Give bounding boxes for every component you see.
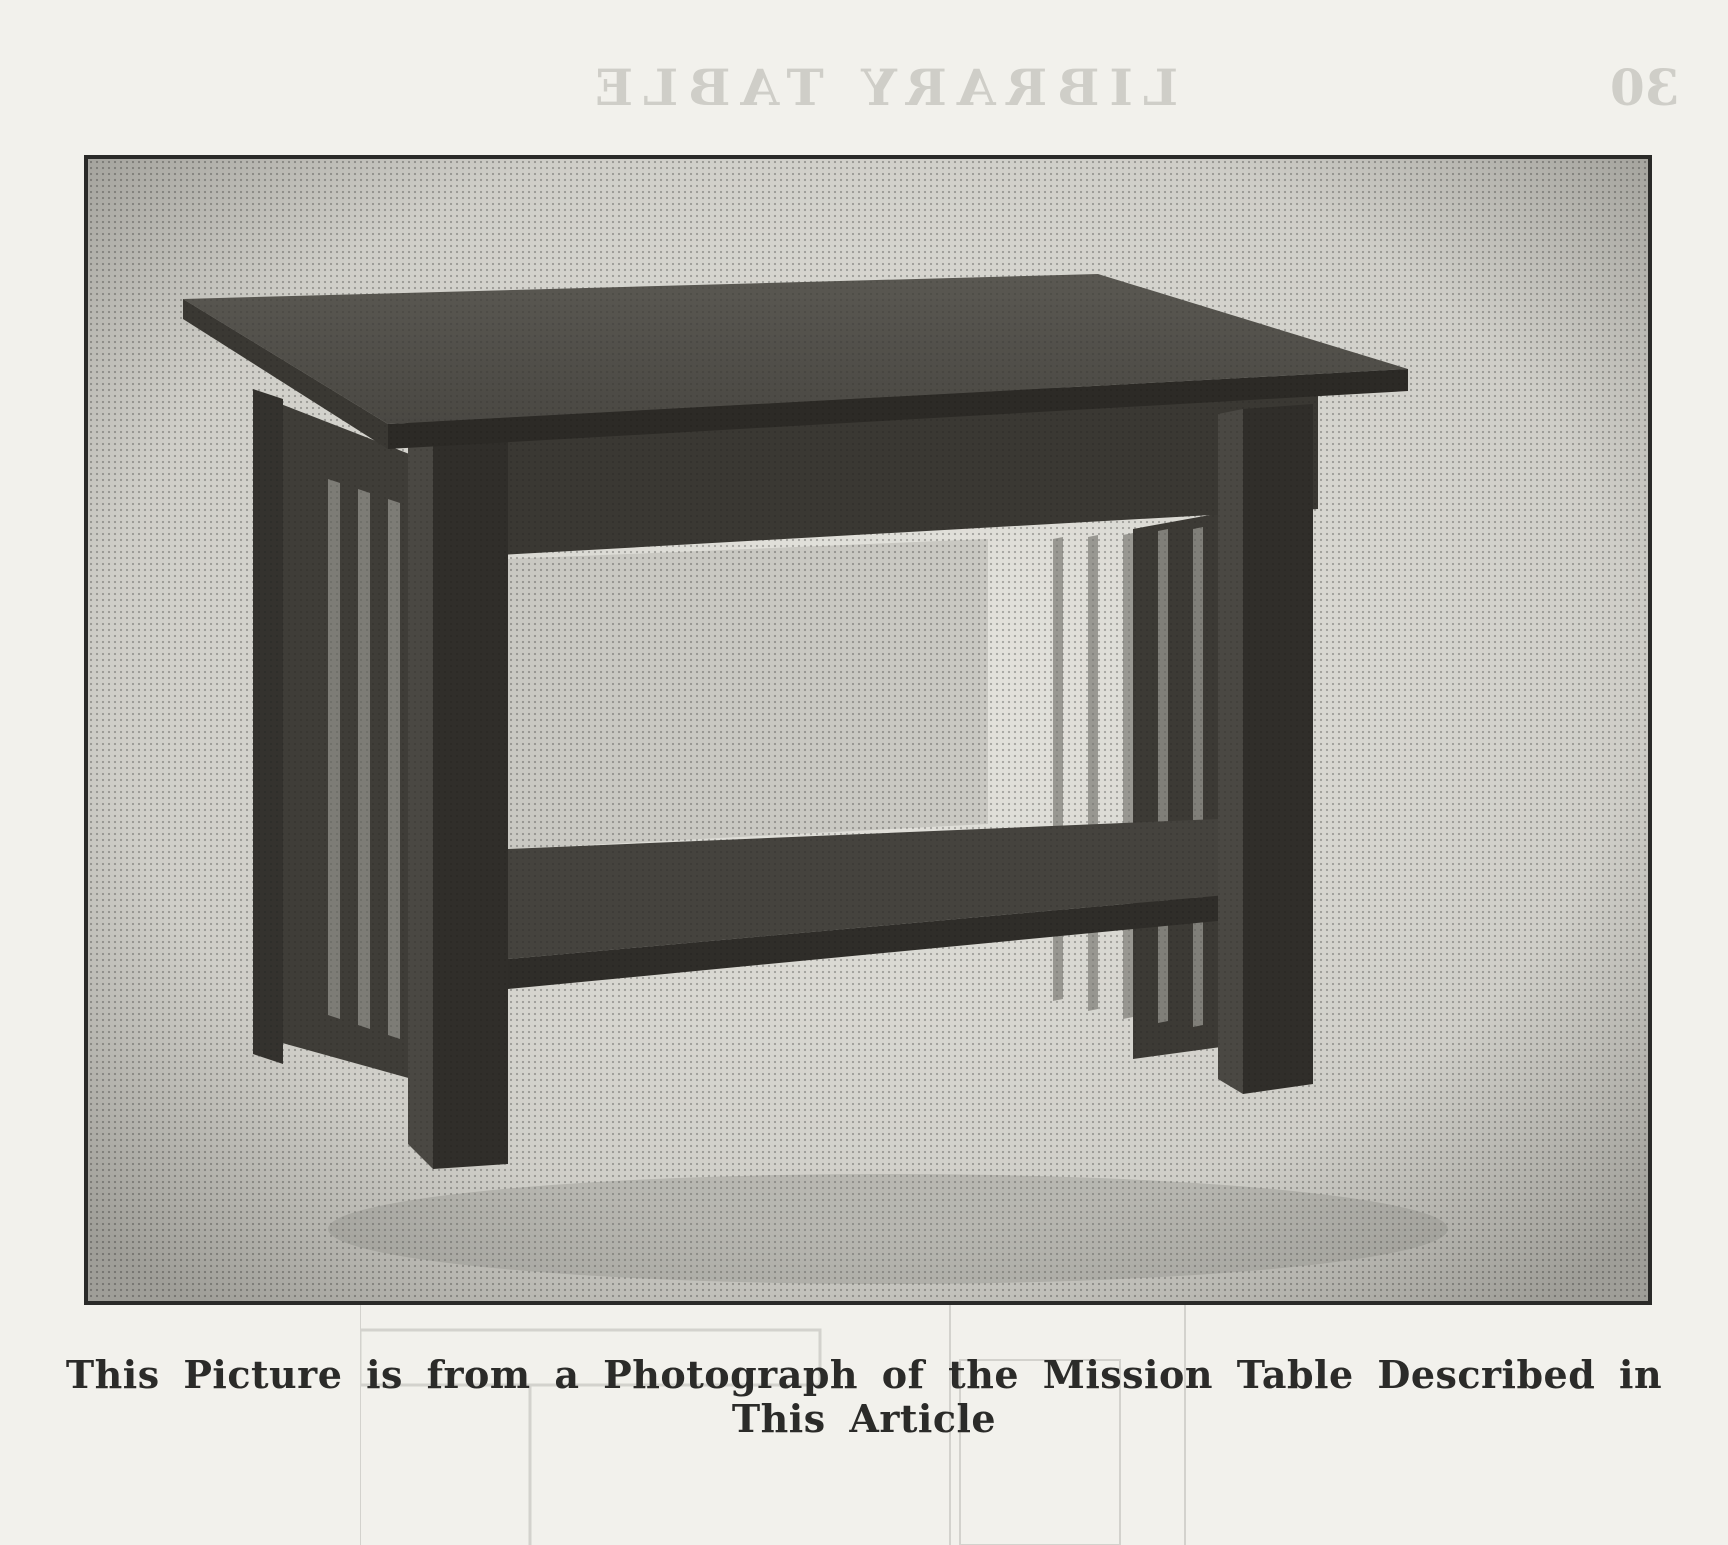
bleed-through-page-number: 30 [1610, 58, 1680, 117]
figure-caption: This Picture is from a Photograph of the Mission Table Described in This Article [65, 1352, 1663, 1441]
table-photograph [84, 155, 1652, 1305]
mission-table-illustration [88, 159, 1648, 1301]
bleed-through-title: LIBRARY TABLE [585, 58, 1179, 117]
